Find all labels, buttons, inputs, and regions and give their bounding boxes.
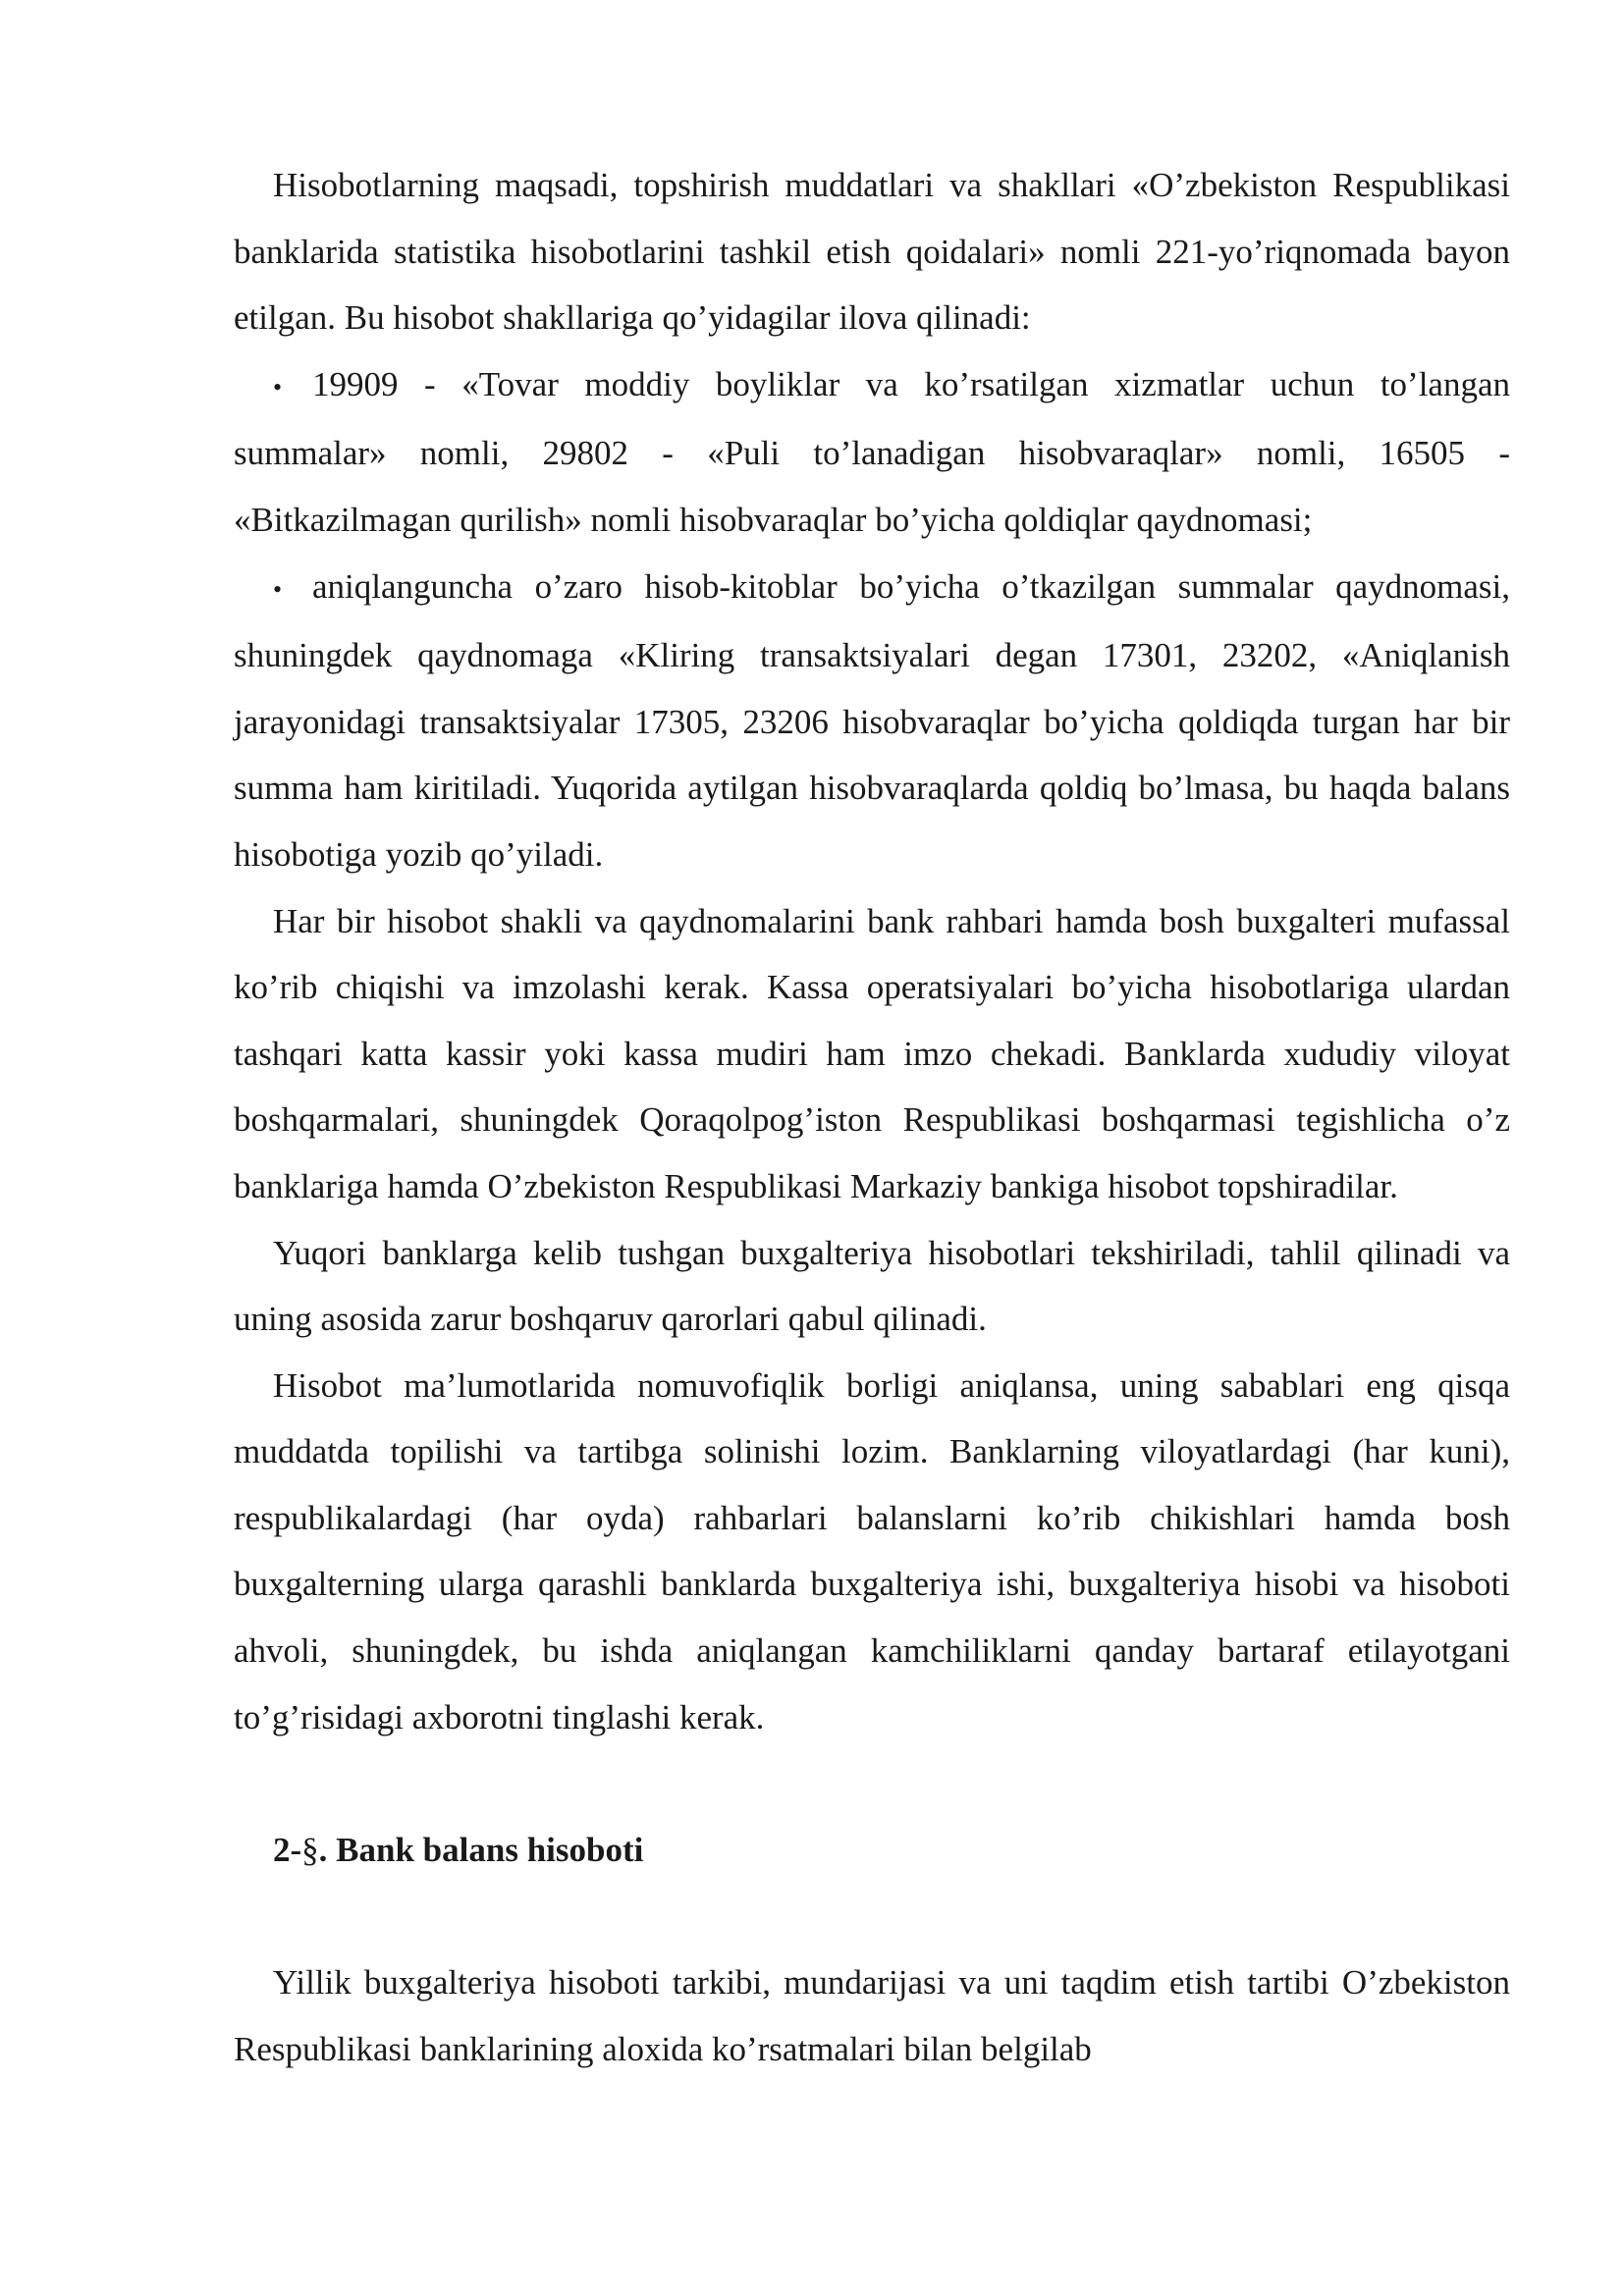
intro-paragraph: Hisobotlarning maqsadi, topshirish muddatlari va shakllari «O’zbekiston Respublikasi banklarida statistika hisobotlarini tashkil etish qoidalari» nomli 221-yo’riqnomada bayon etilgan. Bu hisobot shakllariga qo’yidagilar ilova qilinadi:	[234, 166, 1510, 338]
section-number: 2-	[273, 1830, 302, 1869]
bullet-icon: •	[273, 574, 283, 604]
section-title: . Bank balans hisoboti	[318, 1830, 644, 1869]
body-paragraph: Hisobot ma’lumotlarida nomuvofiqlik borligi aniqlansa, uning sabablari eng qisqa muddatda topilishi va tartibga solinishi lozim. Banklarning viloyatlardagi (har kuni), respublikalardagi (har oyda) rahbarlari balanslarni ko’rib chikishlari hamda bosh buxgalterning ularga qarashli banklarda buxgalteriya ishi, buxgalteriya hisobi va hisoboti ahvoli, shuningdek, bu ishda aniqlangan kamchiliklarni qanday bartaraf etilayotgani to’g’risidagi axborotni tinglashi kerak.	[234, 1365, 1510, 1736]
document-page	[234, 152, 1510, 2082]
body-paragraph: Yuqori banklarga kelib tushgan buxgalteriya hisobotlari tekshiriladi, tahlil qilinadi va uning asosida zarur boshqaruv qarorlari qabul qilinadi.	[234, 1233, 1510, 1339]
bullet-text: 19909 - «Tovar moddiy boyliklar va ko’rsatilgan xizmatlar uchun to’langan summalar» nomli, 29802 - «Puli to’lanadigan hisobvaraqlar» nomli, 16505 - «Bitkazilmagan qurilish» nomli hisobvaraqlar bo’yicha qoldiqlar qaydnomasi;	[234, 364, 1510, 539]
body-paragraph: Har bir hisobot shakli va qaydnomalarini bank rahbari hamda bosh buxgalteri mufassal ko’rib chiqishi va imzolashi kerak. Kassa operatsiyalari bo’yicha hisobotlariga ulardan tashqari katta kassir yoki kassa mudiri ham imzo chekadi. Banklarda xududiy viloyat boshqarmalari, shuningdek Qoraqolpog’iston Respublikasi boshqarmasi tegishlicha o’z banklariga hamda O’zbekiston Respublikasi Markaziy bankiga hisobot topshiradilar.	[234, 901, 1510, 1205]
section-heading	[234, 1750, 1510, 1949]
closing-paragraph: Yillik buxgalteriya hisoboti tarkibi, mundarijasi va uni taqdim etish tartibi O’zbekiston Respublikasi banklarining aloxida ko’rsatmalari bilan belgilab	[234, 1963, 1510, 2068]
bullet-item	[234, 351, 1510, 554]
bullet-text: aniqlanguncha o’zaro hisob-kitoblar bo’yicha o’tkazilgan summalar qaydnomasi, shuningdek qaydnomaga «Kliring transaktsiyalari degan 17301, 23202, «Aniqlanish jarayonidagi transaktsiyalar 17305, 23206 hisobvaraqlar bo’yicha qoldiqda turgan har bir summa ham kiritiladi. Yuqorida aytilgan hisobvaraqlarda qoldiq bo’lmasa, bu haqda balans hisobotiga yozib qo’yiladi.	[234, 566, 1510, 874]
bullet-item	[234, 554, 1510, 888]
bullet-icon: •	[273, 372, 283, 401]
section-symbol: §	[301, 1830, 319, 1869]
